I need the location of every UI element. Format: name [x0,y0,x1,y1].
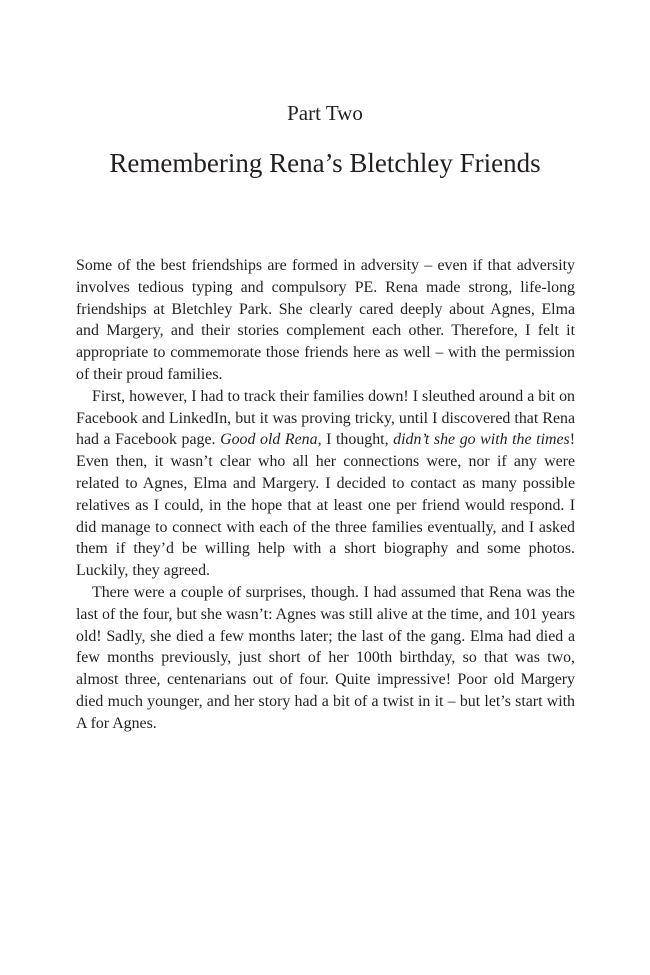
paragraph-intro: Some of the best friendships are formed in adversity – even if that adversity involves tedious typing and compulsory PE. Rena made strong, life-long friendships at Bletchley Park. She clearly cared deeply about Agnes, Elma and Margery, and their stories complement each other. Therefore, I felt it appropriate to commemorate those friends here as well – with the permission of their proud families. [76,257,575,383]
italic-phrase: didn’t she go with the times [393,431,570,449]
paragraph-surprises: There were a couple of surprises, though. I had assumed that Rena was the last of the four, but she wasn’t: Agnes was still alive at the time, and 101 years old! Sadly, she died a few months later; the last of the gang. Elma had died a few months previously, just short of her 100th birthday, so that was two, almost three, centenarians out of four. Quite impressive! Poor old Margery died much younger, and her story had a bit of a twist in it – but let’s start with A for Agnes. [76,583,575,732]
paragraph-text-segment: First, however, I had to track their families down! I sleuthed around a bit on Facebook and LinkedIn, but it was proving tricky, until I discovered that Rena had a Facebook page. [76,387,575,449]
chapter-title: Remembering Rena’s Bletchley Friends [109,148,541,178]
italic-phrase: Good old Rena [220,431,318,449]
body-text [76,255,575,735]
paragraph-text-segment: ! Even then, it wasn’t clear who all her connections were, nor if any were related to Agnes, Elma and Margery. I decided to contact as many possible relatives as I could, in the hope that at least one per friend would respond. I did manage to connect with each of the three families eventually, and I asked them if they’d be willing help with a short biography and some photos. Luckily, they agreed. [76,431,575,580]
paragraph-text-segment: , I thought, [317,431,394,449]
part-label: Part Two [287,101,363,125]
paragraph-tracking-families [76,386,575,582]
